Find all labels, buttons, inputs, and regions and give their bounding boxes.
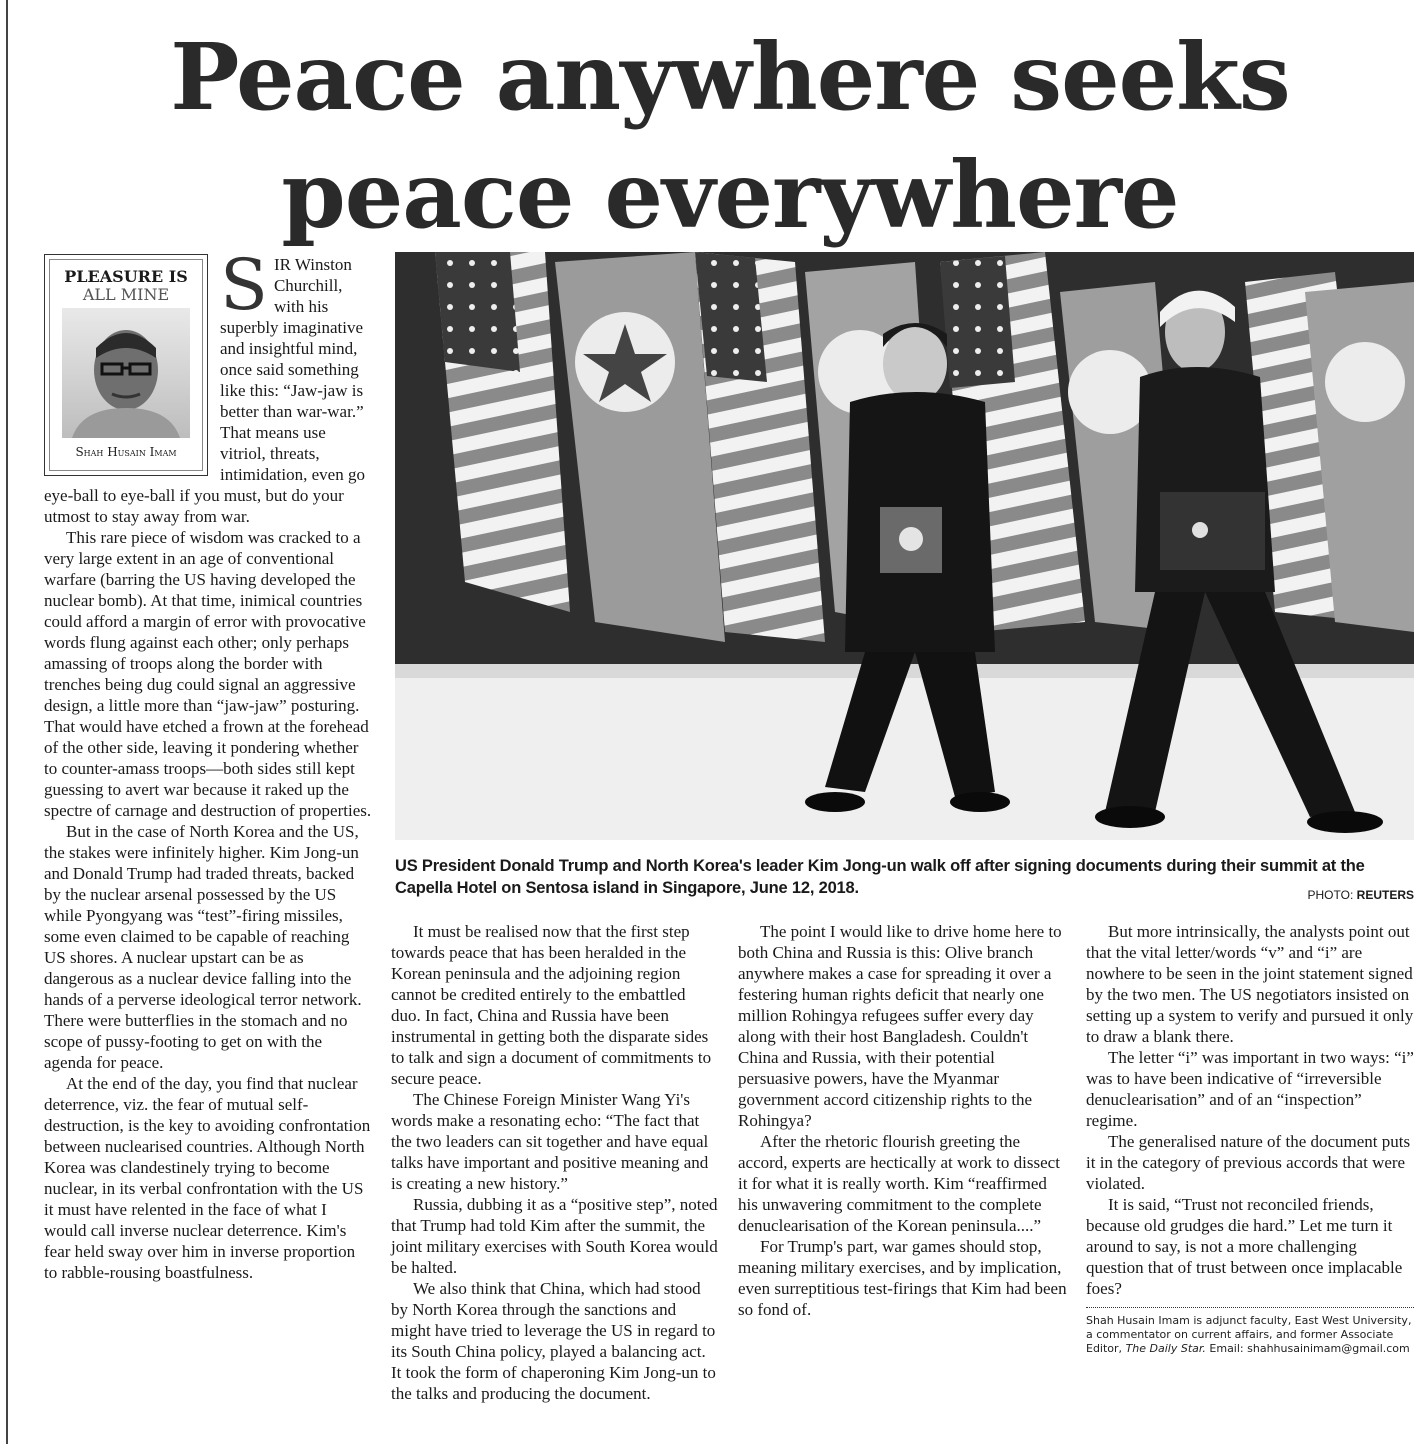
article-column-3 — [738, 921, 1068, 1320]
headline-line-2: peace everywhere — [281, 141, 1179, 249]
photo-credit — [1308, 888, 1414, 902]
author-photo — [62, 308, 190, 438]
article-paragraph: It is said, “Trust not reconciled friends, because old grudges die hard.” Let me turn it around to say, is not a more challenging question that of trust between once implacable foes? — [1086, 1195, 1403, 1298]
article-paragraph: But more intrinsically, the analysts point out that the vital letter/words “v” and “i” are nowhere to be seen in the joint statement signed by the two men. The US negotiators insisted on setting up a system to verify and pursued it only to draw a blank there. — [1086, 922, 1414, 1046]
column-rule — [6, 0, 8, 1444]
photo-credit-label: PHOTO: — [1307, 888, 1354, 902]
article-paragraph: But in the case of North Korea and the US, the stakes were infinitely higher. Kim Jong-un and Donald Trump had traded threats, backed by the nuclear arsenal possessed by the US while Pyongyang was “test”-firing missiles, some even claimed to be capable of reaching US shores. A nuclear upstart can be as dangerous as a nuclear device falling into the hands of a perverse ideological terror network. There were butterflies in the stomach and no scope of pussy-footing to get on with the agenda for peace. — [44, 822, 362, 1072]
article-paragraph: The letter “i” was important in two ways: “i” was to have been indicative of “irreversible denuclearisation” and of an “inspection” regime. — [1086, 1048, 1414, 1130]
article-paragraph: The Chinese Foreign Minister Wang Yi's words make a resonating echo: “The fact that the two leaders can sit together and have equal talks have important and positive meaning and is creating a new history.” — [391, 1090, 709, 1193]
article-column-4 — [1086, 921, 1414, 1356]
author-bio — [1086, 1314, 1414, 1356]
article-paragraph: We also think that China, which had stood by North Korea through the sanctions and might have tried to leverage the US in regard to its South China policy, played a balancing act. It took the form of chaperoning Kim Jong-un to the talks and producing the document. — [391, 1279, 716, 1403]
headline-line-1: Peace anywhere seeks — [170, 23, 1290, 131]
article-paragraph: This rare piece of wisdom was cracked to a very large extent in an age of conventional warfare (barring the US having developed the nuclear bomb). At that time, inimical countries could afford a margin of error with provocative words flung against each other; only perhaps amassing of troops along the border with trenches being dug could signal an aggressive design, a little more than “jaw-jaw” posturing. That would have etched a frown at the forehead of the other side, leaving it pondering whether to counter-amass troops—both sides still kept guessing to avert war because it raked up the spectre of carnage and destruction of properties. — [44, 528, 372, 820]
author-name: Shah Husain Imam — [75, 445, 177, 459]
headline — [40, 18, 1414, 254]
article-paragraph: The point I would like to drive home here to both China and Russia is this: Olive branch anywhere makes a case for spreading it over a festering human rights deficit that nearly one million Rohingya refugees suffer every day along with their host Bangladesh. Couldn't China and Russia, with their potential persuasive powers, have the Myanmar government accord citizenship rights to the Rohingya? — [738, 922, 1062, 1130]
column-label-box — [44, 254, 208, 476]
article-column-2 — [391, 921, 719, 1404]
bio-newspaper: The Daily Star. — [1125, 1342, 1206, 1355]
news-photo — [395, 252, 1414, 840]
article-paragraph: For Trump's part, war games should stop, meaning military exercises, and by implication, even surreptitious test-firings that Kim had been so fond of. — [738, 1237, 1067, 1319]
drop-cap: S — [220, 244, 268, 326]
article-paragraph: Russia, dubbing it as a “positive step”, noted that Trump had told Kim after the summit, the joint military exercises with South Korea would be halted. — [391, 1195, 718, 1277]
bio-divider — [1086, 1307, 1414, 1308]
photo-caption: US President Donald Trump and North Korea's leader Kim Jong-un walk off after signing documents during their summit at the Capella Hotel on Sentosa island in Singapore, June 12, 2018. — [395, 857, 1365, 897]
article-paragraph: At the end of the day, you find that nuclear deterrence, viz. the fear of mutual self-destruction, is the key to avoiding confrontation between nuclearised countries. Although North Korea was clandestinely trying to become nuclear, in its verbal confrontation with the US it must have relented in the face of what I would call inverse nuclear deterrence. Kim's fear held sway over him in inverse proportion to rabble-rousing boastfulness. — [44, 1074, 371, 1282]
column-label-line-1: PLEASURE IS — [64, 267, 188, 286]
article-column-1 — [44, 244, 372, 1283]
paragraph-text: IR Winston Churchill, with his superbly imaginative and insightful mind, once said something like this: “Jaw-jaw is better than war-war.” That means use vitriol, threats, intimidation, even go eye-ball to eye-ball if you must, but do your utmost to stay away from war. — [44, 255, 365, 526]
bio-email: Email: shahhusainimam@gmail.com — [1205, 1342, 1410, 1355]
photo-credit-source: REUTERS — [1356, 888, 1414, 902]
bio-text: Shah Husain Imam is adjunct faculty, East West University, a commentator on current affairs, and former Associate Editor, — [1086, 1314, 1412, 1355]
article-paragraph: After the rhetoric flourish greeting the accord, experts are hectically at work to dissect it for what it is really worth. Kim “reaffirmed his unwavering commitment to the complete denuclearisation of the Korean peninsula....” — [738, 1132, 1060, 1235]
article-paragraph: The generalised nature of the document puts it in the category of previous accords that were violated. — [1086, 1132, 1411, 1193]
column-label-line-2: ALL MINE — [82, 285, 170, 304]
article-paragraph: It must be realised now that the first step towards peace that has been heralded in the Korean peninsula and the adjoining region cannot be credited entirely to the embattled duo. In fact, China and Russia have been instrumental in getting both the disparate sides to talk and sign a document of commitments to secure peace. — [391, 922, 712, 1088]
